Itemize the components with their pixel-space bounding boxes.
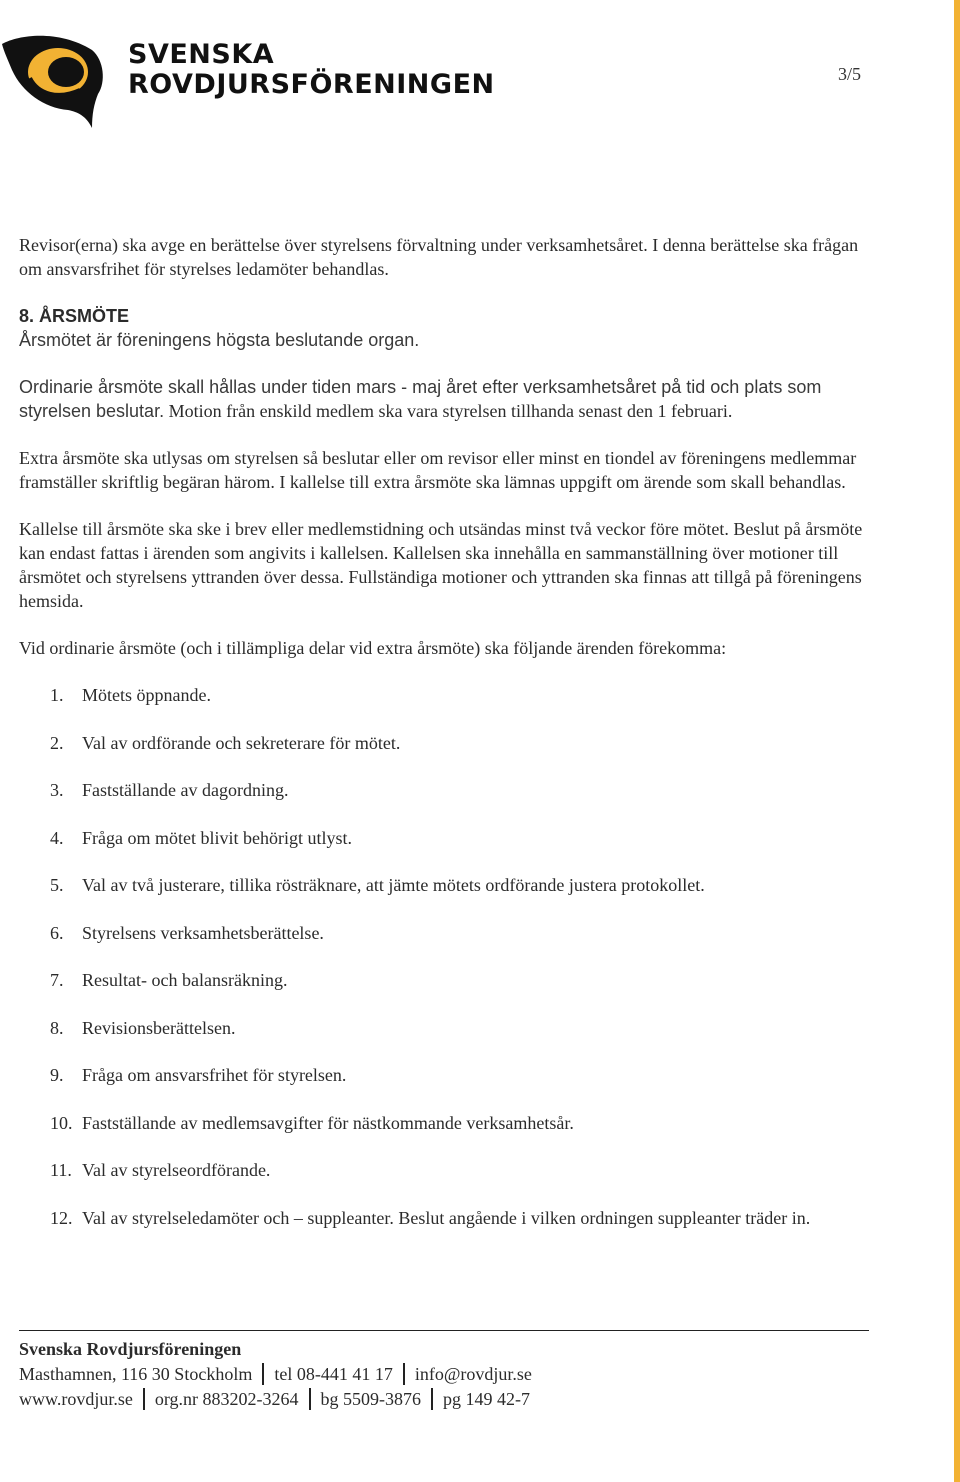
logo: [0, 30, 495, 130]
footer: [19, 1330, 869, 1412]
list-item-text: Val av styrelseordförande.: [82, 1160, 271, 1180]
footer-email-link[interactable]: info@rovdjur.se: [414, 1364, 532, 1384]
list-item-text: Mötets öppnande.: [82, 685, 211, 705]
list-item: [19, 1016, 879, 1040]
eye-logo-icon: [0, 30, 110, 130]
list-item-text: Fastställande av medlemsavgifter för nästkommande verksamhetsår.: [82, 1112, 574, 1133]
footer-contact-row: [19, 1362, 869, 1387]
list-item-number: 4.: [50, 827, 64, 848]
list-item: [19, 1206, 879, 1230]
list-item-number: 2.: [50, 732, 64, 753]
list-item: [19, 1111, 879, 1135]
list-item-number: 11.: [50, 1160, 72, 1180]
list-item-number: 5.: [50, 875, 64, 895]
footer-web-link[interactable]: www.rovdjur.se: [19, 1389, 133, 1409]
list-item: [19, 968, 879, 992]
accent-side-bar: [954, 0, 960, 1482]
paragraph-hogsta-organ: Årsmötet är föreningens högsta beslutande organ.: [19, 330, 420, 350]
list-item: [19, 826, 879, 850]
list-item-text: Resultat- och balansräkning.: [82, 970, 288, 990]
paragraph-ordinarie-part-b: Motion från enskild medlem ska vara styrelsen tillhanda senast den 1 februari.: [168, 401, 733, 421]
footer-separator: [262, 1363, 264, 1385]
list-item: [19, 731, 879, 755]
paragraph-ordinarie: [19, 375, 879, 423]
list-item-text: Fråga om ansvarsfrihet för styrelsen.: [82, 1065, 347, 1085]
footer-separator: [431, 1388, 433, 1410]
list-item-text: Revisionsberättelsen.: [82, 1017, 236, 1038]
brand-name: [128, 40, 495, 100]
page-number: 3/5: [838, 64, 862, 84]
list-item-number: 1.: [50, 685, 64, 705]
list-item-number: 12.: [50, 1207, 73, 1228]
paragraph-revisor: Revisor(erna) ska avge en berättelse över styrelsens förvaltning under verksamhetsåret. I denna berättelse ska frågan om ansvarsfrihet för styrelses ledamöter behandlas.: [19, 235, 859, 279]
footer-registry-row: [19, 1387, 869, 1412]
brand-line-1: SVENSKA: [128, 39, 275, 70]
list-item-text: Val av styrelseledamöter och – suppleanter. Beslut angående i vilken ordningen suppleanter träder in.: [82, 1207, 811, 1228]
list-item: [19, 1063, 879, 1087]
list-item-number: 7.: [50, 970, 64, 990]
footer-phone: tel 08-441 41 17: [274, 1364, 393, 1384]
list-item: [19, 873, 879, 897]
list-item-text: Fråga om mötet blivit behörigt utlyst.: [82, 827, 352, 848]
document-body: [19, 233, 879, 1253]
list-item: [19, 921, 879, 945]
list-item-number: 9.: [50, 1065, 64, 1085]
list-item: [19, 1158, 879, 1182]
paragraph-list-intro: Vid ordinarie årsmöte (och i tillämpliga delar vid extra årsmöte) ska följande ärenden förekomma:: [19, 638, 727, 658]
list-item: [19, 683, 879, 707]
footer-address: Masthamnen, 116 30 Stockholm: [19, 1364, 253, 1384]
list-item-number: 3.: [50, 780, 64, 800]
list-item: [19, 778, 879, 802]
list-item-text: Fastställande av dagordning.: [82, 780, 289, 800]
footer-separator: [309, 1388, 311, 1410]
footer-org-name: Svenska Rovdjursföreningen: [19, 1339, 242, 1359]
footer-orgnr: org.nr 883202-3264: [154, 1389, 299, 1409]
list-item-number: 8.: [50, 1017, 64, 1038]
list-item-number: 10.: [50, 1112, 73, 1133]
paragraph-kallelse: Kallelse till årsmöte ska ske i brev eller medlemstidning och utsändas minst två veckor före mötet. Beslut på årsmöte kan endast fattas i ärenden som angivits i kallelsen. Kallelsen ska innehålla en sammanställning över motioner till årsmötet och styrelsens yttranden över dessa. Fullständiga motioner och yttranden ska finnas att tillgå på föreningens hemsida.: [19, 519, 863, 611]
paragraph-extra-arsmote: Extra årsmöte ska utlysas om styrelsen så beslutar eller om revisor eller minst en tiondel av föreningens medlemmar framställer skriftlig begäran härom. I kallelse till extra årsmöte ska lämnas uppgift om ärende som skall behandlas.: [19, 448, 857, 492]
list-item-text: Styrelsens verksamhetsberättelse.: [82, 922, 324, 943]
list-item-text: Val av två justerare, tillika rösträknare, att jämte mötets ordförande justera protokollet.: [82, 875, 705, 895]
section-heading: 8. ÅRSMÖTE: [19, 306, 130, 326]
list-item-number: 6.: [50, 922, 64, 943]
footer-separator: [143, 1388, 145, 1410]
paragraph-ordinarie-part-a: Ordinarie årsmöte skall hållas under tiden mars - maj året efter verksamhetsåret på tid och plats som styrelsen beslutar.: [19, 377, 822, 421]
brand-line-2: ROVDJURSFÖRENINGEN: [128, 69, 495, 100]
footer-bankgiro: bg 5509-3876: [320, 1389, 421, 1409]
agenda-list: [19, 683, 879, 1230]
list-item-text: Val av ordförande och sekreterare för mötet.: [82, 732, 401, 753]
footer-plusgiro: pg 149 42-7: [443, 1389, 530, 1409]
footer-separator: [403, 1363, 405, 1385]
